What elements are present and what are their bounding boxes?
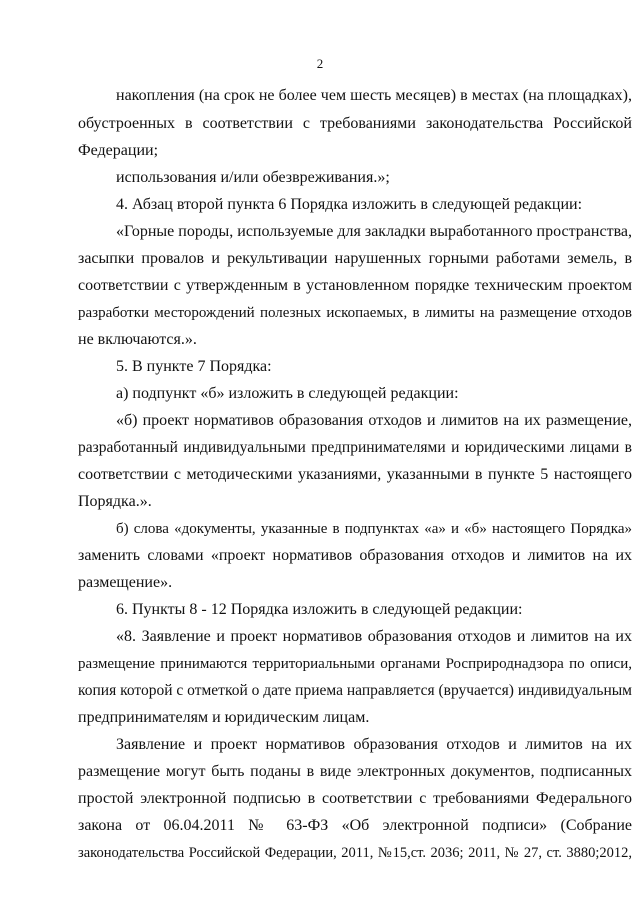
text-line: 6. Пункты 8 - 12 Порядка изложить в следующей редакции: (116, 601, 523, 618)
text-line: размещение принимаются территориальными органами Росприроднадзора по описи, (78, 656, 632, 672)
text-line: б) слова «документы, указанные в подпунктах «а» и «б» настоящего Порядка» (116, 521, 632, 537)
text-line: засыпки провалов и рекультивации нарушенных горными работами земель, в (78, 250, 632, 267)
text-line: закона от 06.04.2011 № 63-ФЗ «Об электронной подписи» (Собрание (78, 817, 632, 834)
text-line: заменить словами «проект нормативов образования отходов и лимитов на их (78, 547, 632, 564)
text-line: разработанный индивидуальными предпринимателями и юридическими лицами в (78, 439, 632, 456)
text-line: предпринимателям и юридическим лицам. (78, 709, 370, 726)
text-line: накопления (на срок не более чем шесть месяцев) в местах (на площадках), (116, 87, 632, 104)
text-line: простой электронной подписью в соответствии с требованиями Федерального (78, 790, 632, 807)
text-line: соответствии с методическими указаниями, указанными в пункте 5 настоящего (78, 466, 632, 483)
text-line: обустроенных в соответствии с требованиями законодательства Российской (78, 115, 632, 132)
text-line: разработки месторождений полезных ископаемых, в лимиты на размещение отходов (78, 305, 632, 321)
text-line: соответствии с утвержденным в установленном порядке техническим проектом (78, 277, 632, 294)
text-line: «8. Заявление и проект нормативов образования отходов и лимитов на их (116, 628, 632, 645)
text-line: Порядка.». (78, 493, 152, 510)
text-line: «Горные породы, используемые для закладки выработанного пространства, (116, 223, 633, 240)
text-line: 5. В пункте 7 Порядка: (116, 358, 272, 375)
text-line: 4. Абзац второй пункта 6 Порядка изложить в следующей редакции: (116, 196, 583, 213)
text-line: размещение могут быть поданы в виде электронных документов, подписанных (78, 763, 632, 780)
text-line: Федерации; (78, 142, 159, 159)
text-line: «б) проект нормативов образования отходов и лимитов на их размещение, (116, 412, 632, 429)
text-line: Заявление и проект нормативов образования отходов и лимитов на их (116, 736, 632, 753)
text-line: не включаются.». (78, 331, 197, 348)
text-line: размещение». (78, 574, 173, 591)
page-number: 2 (316, 56, 324, 71)
text-line: а) подпункт «б» изложить в следующей редакции: (116, 385, 459, 402)
text-line: копия которой с отметкой о дате приема направляется (вручается) индивидуальным (78, 682, 632, 699)
text-line: законодательства Российской Федерации, 2011, №15,ст. 2036; 2011, № 27, ст. 3880;2012, (78, 845, 632, 861)
text-line: использования и/или обезвреживания.»; (116, 169, 390, 186)
